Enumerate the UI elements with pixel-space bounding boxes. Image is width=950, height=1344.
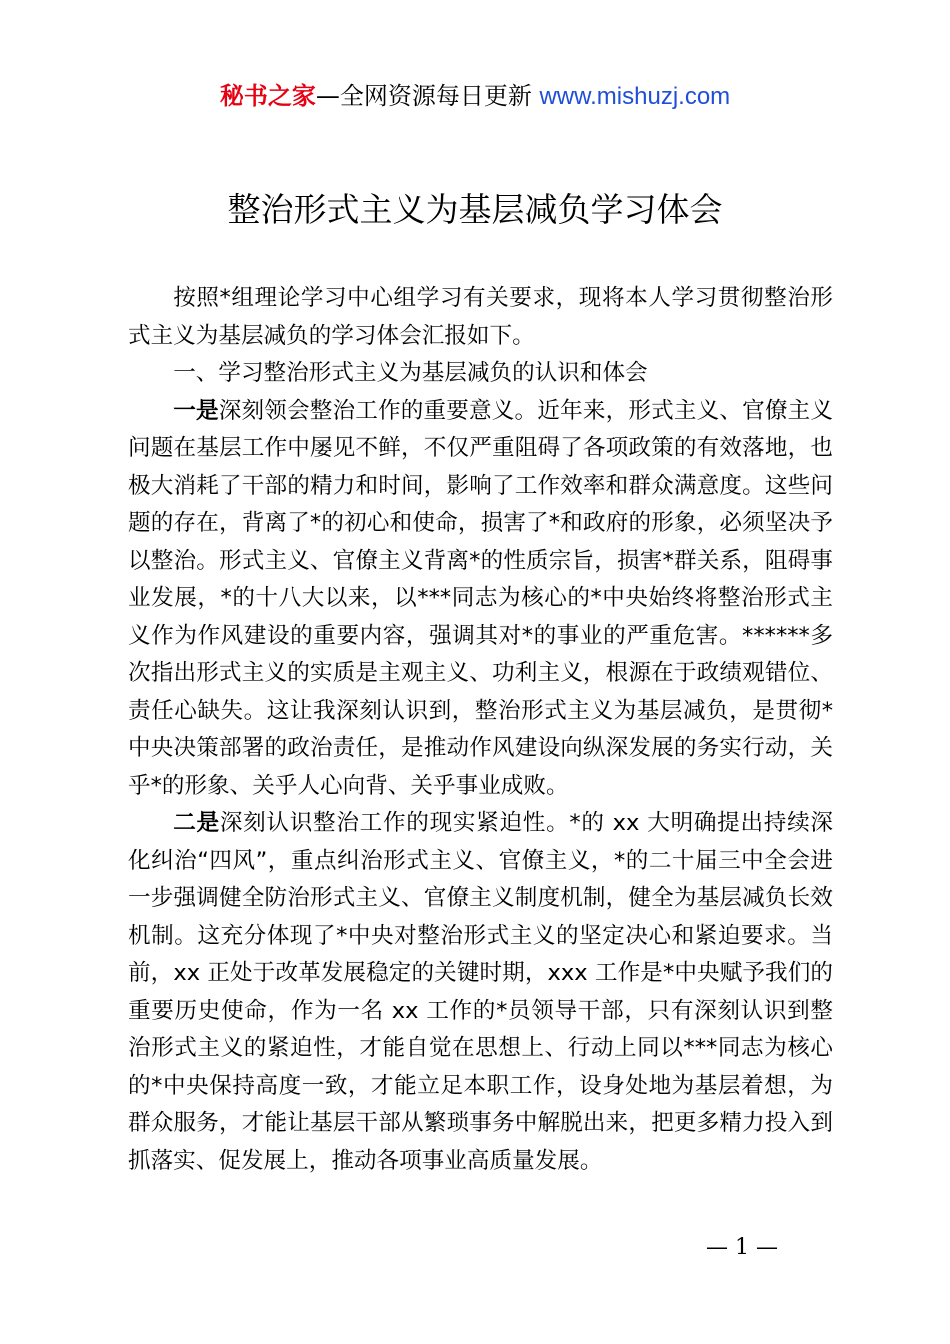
- site-url-link[interactable]: www.mishuzj.com: [539, 83, 731, 110]
- point-two-paragraph: [128, 805, 833, 1180]
- point-one-lead: 一是: [173, 397, 219, 424]
- site-name: 秘书之家: [219, 82, 316, 110]
- document-body: [128, 280, 833, 1180]
- document-title: 整治形式主义为基层减负学习体会: [227, 190, 723, 229]
- intro-paragraph: 按照*组理论学习中心组学习有关要求，现将本人学习贯彻整治形式主义为基层减负的学习体会汇报如下。: [128, 285, 833, 349]
- page-number: — 1 —: [706, 1235, 778, 1260]
- section-heading: 一、学习整治形式主义为基层减负的认识和体会: [173, 360, 648, 386]
- point-one-text: 深刻领会整治工作的重要意义。近年来，形式主义、官僚主义问题在基层工作中屡见不鲜，不仅严重阻碍了各项政策的有效落地，也极大消耗了干部的精力和时间，影响了工作效率和群众满意度。这些问题的存在，背离了*的初心和使命，损害了*和政府的形象，必须坚决予以整治。形式主义、官僚主义背离*的性质宗旨，损害*群关系，阻碍事业发展，*的十八大以来，以***同志为核心的*中央始终将整治形式主义作为作风建设的重要内容，强调其对*的事业的严重危害。******多次指出形式主义的实质是主观主义、功利主义，根源在于政绩观错位、责任心缺失。这让我深刻认识到，整治形式主义为基层减负，是贯彻*中央决策部署的政治责任，是推动作风建设向纵深发展的务实行动，关乎*的形象、关乎人心向背、关乎事业成败。: [128, 397, 833, 799]
- point-one-paragraph: [128, 393, 833, 806]
- point-two-text: 深刻认识整治工作的现实紧迫性。*的 xx 大明确提出持续深化纠治“四风”，重点纠治形式主义、官僚主义，*的二十届三中全会进一步强调健全防治形式主义、官僚主义制度机制，健全为基层减负长效机制。这充分体现了*中央对整治形式主义的坚定决心和紧迫要求。当前，xx 正处于改革发展稳定的关键时期，xxx 工作是*中央赋予我们的重要历史使命，作为一名 xx 工作的*员领导干部，只有深刻认识到整治形式主义的紧迫性，才能自觉在思想上、行动上同以***同志为核心的*中央保持高度一致，才能立足本职工作，设身处地为基层着想，为群众服务，才能让基层干部从繁琐事务中解脱出来，把更多精力投入到抓落实、促发展上，推动各项事业高质量发展。: [128, 810, 834, 1174]
- point-two-lead: 二是: [173, 810, 220, 836]
- site-tagline: —全网资源每日更新: [315, 82, 540, 110]
- site-header: [0, 78, 950, 115]
